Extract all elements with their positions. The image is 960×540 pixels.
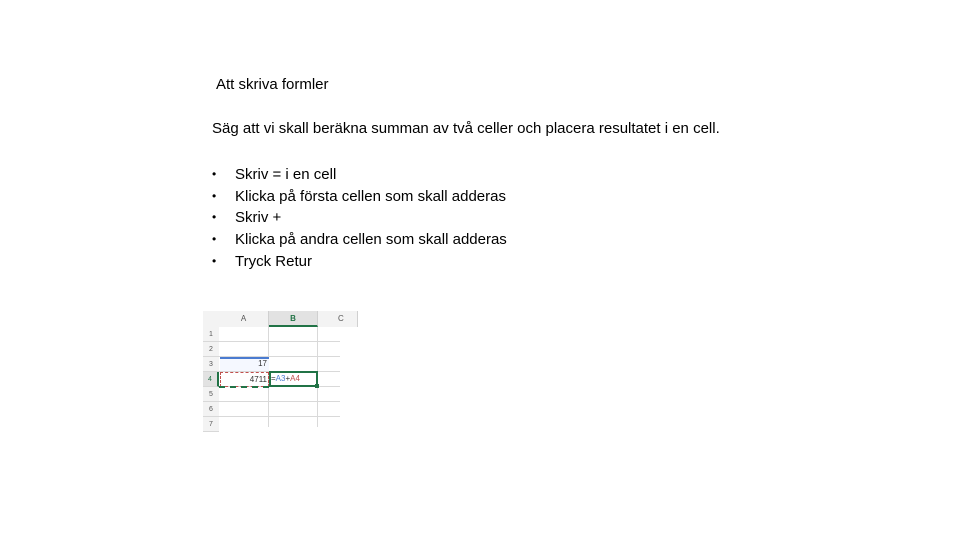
copy-marquee	[219, 384, 269, 388]
instruction-list	[212, 164, 507, 272]
bullet-icon: •	[212, 210, 217, 225]
formula-ref-a4: A4	[290, 374, 300, 383]
column-header-c: C	[318, 311, 358, 327]
row-header-7: 7	[203, 417, 219, 432]
bullet-icon: •	[212, 167, 217, 181]
list-item-text: Skriv +	[235, 209, 282, 227]
intro-text: Säg att vi skall beräkna summan av två celler och placera resultatet i en cell.	[212, 120, 720, 137]
list-item-text: Klicka på första cellen som skall adderas	[235, 187, 506, 205]
cell-b4-active	[269, 371, 318, 387]
list-item	[212, 207, 507, 229]
formula-equals: =	[271, 374, 276, 383]
cell-a3	[220, 357, 269, 371]
slide-title: Att skriva formler	[216, 76, 329, 93]
cell-a4	[220, 372, 269, 387]
list-item-text: Tryck Retur	[235, 252, 312, 270]
bullet-icon: •	[212, 253, 217, 268]
list-item	[212, 164, 507, 186]
bullet-icon: •	[212, 232, 217, 247]
list-item-text: Klicka på andra cellen som skall adderas	[235, 231, 507, 249]
list-item-text: Skriv = i en cell	[235, 166, 337, 183]
formula-ref-a3: A3	[275, 374, 286, 383]
list-item	[212, 229, 507, 251]
cell-b4-formula	[271, 374, 300, 383]
row-header-1: 1	[203, 327, 219, 342]
row-header-5: 5	[203, 387, 219, 402]
gridline	[219, 416, 340, 417]
list-item	[212, 251, 507, 273]
cell-a4-value: 4711	[249, 375, 267, 384]
gridline	[219, 401, 340, 402]
row-header-6: 6	[203, 402, 219, 417]
gridline	[219, 341, 340, 342]
row-header-2: 2	[203, 342, 219, 357]
fill-handle	[315, 384, 319, 388]
column-header-b: B	[269, 311, 318, 327]
spreadsheet-screenshot	[203, 311, 344, 428]
row-header-4: 4	[203, 372, 219, 387]
column-header-a: A	[219, 311, 269, 327]
sheet-corner	[203, 311, 219, 327]
list-item	[212, 186, 507, 208]
bullet-icon: •	[212, 188, 217, 203]
formula-plus: +	[285, 374, 291, 383]
row-header-3: 3	[203, 357, 219, 372]
cell-a3-value: 17	[258, 359, 267, 368]
